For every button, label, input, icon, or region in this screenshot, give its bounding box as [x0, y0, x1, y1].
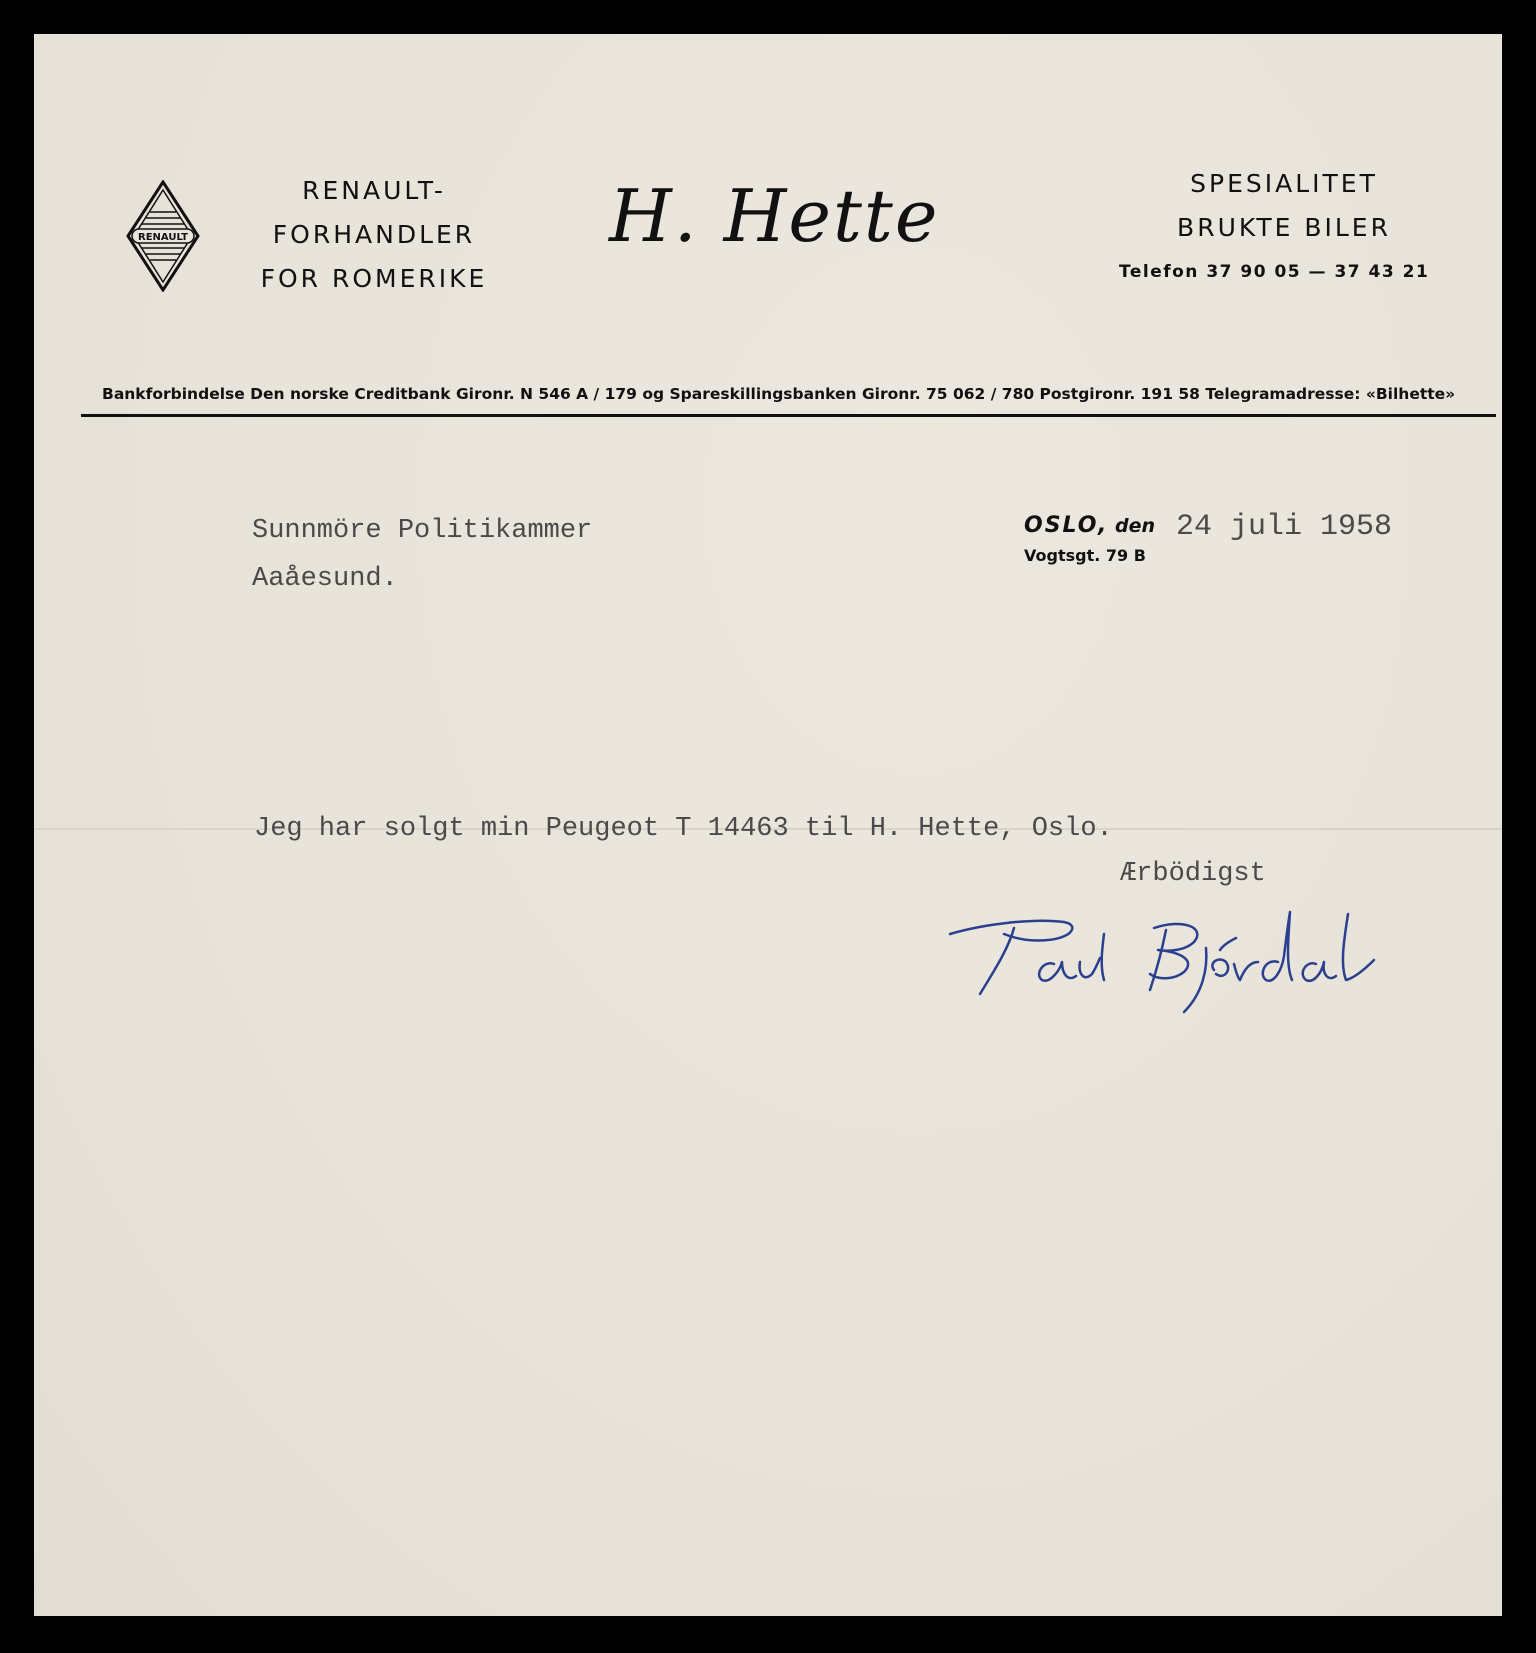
renault-diamond-logo	[126, 180, 200, 292]
dealer-line: RENAULT-	[302, 176, 446, 205]
recipient-name: Sunnmöre Politikammer	[252, 516, 593, 546]
letter-date: 24 juli 1958	[1176, 510, 1393, 544]
dateline-city: OSLO,	[1024, 513, 1109, 538]
letter-body: Jeg har solgt min Peugeot T 14463 til H. Hette, Oslo.	[254, 814, 1113, 844]
speciality-line: BRUKTE BILER	[1177, 213, 1391, 242]
brand-name: H. Hette	[609, 174, 940, 258]
sender-street: Vogtsgt. 79 B	[1024, 546, 1146, 565]
letter-closing: Ærbödigst	[1120, 859, 1266, 889]
brand-wordmark	[609, 174, 1009, 274]
dealer-description	[239, 169, 509, 301]
svg-text:RENAULT: RENAULT	[138, 232, 188, 243]
phone-numbers: Telefon 37 90 05 — 37 43 21	[1119, 262, 1430, 282]
handwritten-signature	[944, 900, 1384, 1020]
letterhead-divider	[81, 414, 1496, 417]
recipient-city: Aaåesund.	[252, 564, 398, 594]
bank-details: Bankforbindelse Den norske Creditbank Gironr. N 546 A / 179 og Spareskillingsbanken Gironr. 75 062 / 780 Postgironr. 191 58 Telegramadresse: «Bilhette»	[102, 385, 1456, 403]
dealer-line: FOR ROMERIKE	[260, 264, 488, 293]
speciality-line: SPESIALITET	[1190, 169, 1378, 198]
dateline-den: den	[1115, 515, 1156, 537]
letter-page	[34, 34, 1502, 1616]
speciality-block	[1129, 162, 1439, 250]
dealer-line: FORHANDLER	[272, 220, 476, 249]
